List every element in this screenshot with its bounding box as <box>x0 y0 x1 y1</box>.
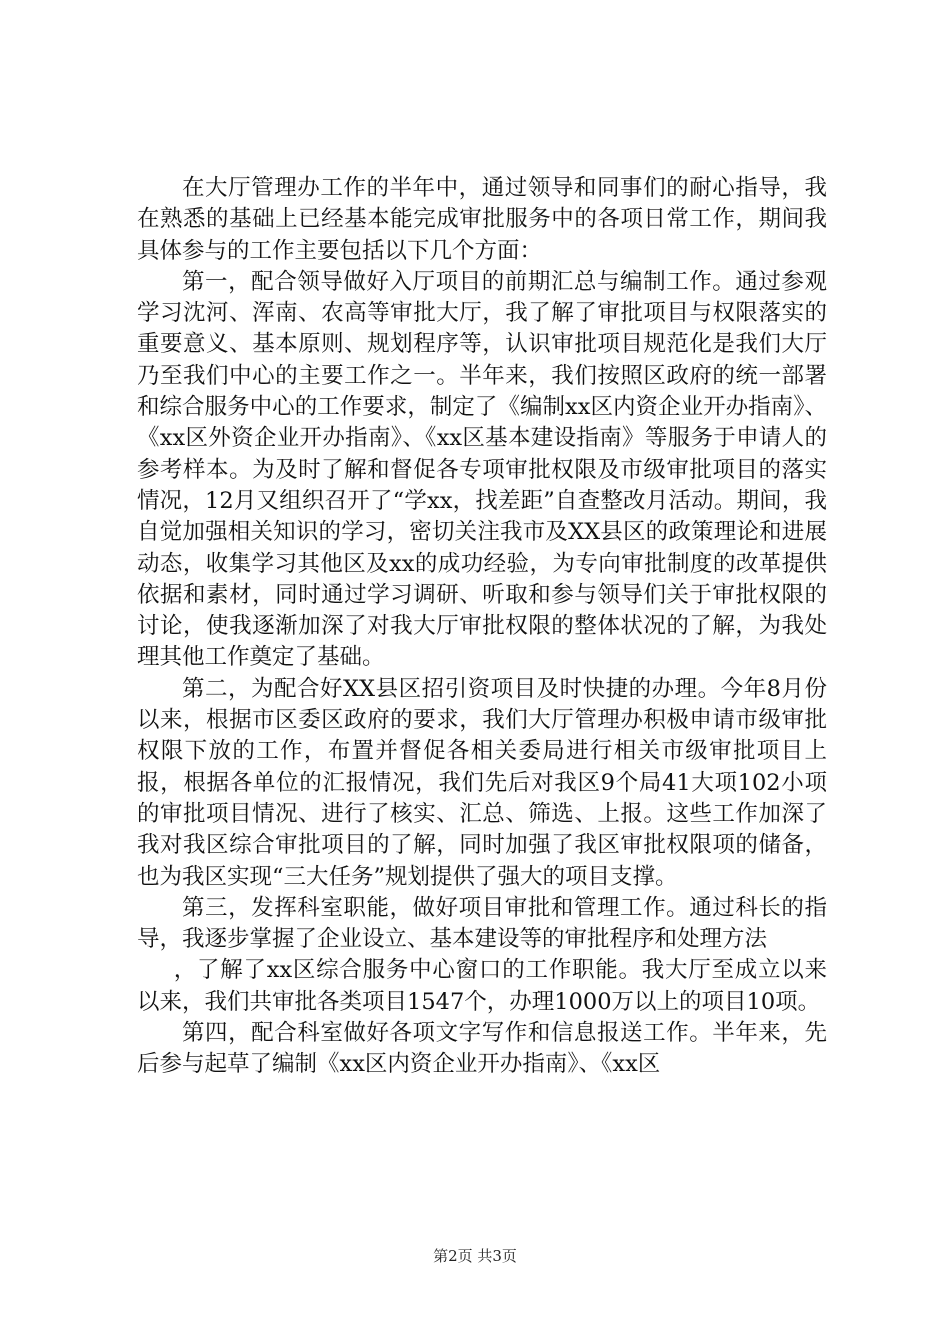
document-body <box>137 173 827 1081</box>
paragraph-intro: 在大厅管理办工作的半年中，通过领导和同事们的耐心指导，我在熟悉的基础上已经基本能完成审批服务中的各项日常工作，期间我具体参与的工作主要包括以下几个方面： <box>137 175 827 264</box>
page-number-footer: 第2页 共3页 <box>433 1247 517 1265</box>
paragraph-third: 第三，发挥科室职能，做好项目审批和管理工作。通过科长的指导，我逐步掌握了企业设立、基本建设等的审批程序和处理方法 <box>137 894 827 953</box>
paragraph-third-continued <box>137 955 827 1018</box>
paragraph-first: 第一，配合领导做好入厅项目的前期汇总与编制工作。通过参观学习沈河、浑南、农高等审批大厅，我了解了审批项目与权限落实的重要意义、基本原则、规划程序等，认识审批项目规范化是我们大厅乃至我们中心的主要工作之一。半年来，我们按照区政府的统一部署和综合服务中心的工作要求，制定了《编制xx区内资企业开办指南》、《xx区外资企业开办指南》、《xx区基本建设指南》等服务于申请人的参考样本。为及时了解和督促各专项审批权限及市级审批项目的落实情况，12月又组织召开了“学xx，找差距”自查整改月活动。期间，我自觉加强相关知识的学习，密切关注我市及XX县区的政策理论和进展动态，收集学习其他区及xx的成功经验，为专向审批制度的改革提供依据和素材，同时通过学习调研、听取和参与领导们关于审批权限的讨论，使我逐渐加深了对我大厅审批权限的整体状况的了解，为我处理其他工作奠定了基础。 <box>137 268 827 671</box>
paragraph-fourth: 第四，配合科室做好各项文字写作和信息报送工作。半年来，先后参与起草了编制《xx区内资企业开办指南》、《xx区 <box>137 1020 827 1078</box>
paragraph-third-continued-text: ，了解了xx区综合服务中心窗口的工作职能。我大厅至成立以来以来，我们共审批各类项目1547个，办理1000万以上的项目10项。 <box>137 957 827 1015</box>
paragraph-second: 第二，为配合好XX县区招引资项目及时快捷的办理。今年8月份以来，根据市区委区政府的要求，我们大厅管理办积极申请市级审批权限下放的工作，布置并督促各相关委局进行相关市级审批项目上报，根据各单位的汇报情况，我们先后对我区9个局41大项102小项的审批项目情况、进行了核实、汇总、筛选、上报。这些工作加深了我对我区综合审批项目的了解，同时加强了我区审批权限项的储备，也为我区实现“三大任务”规划提供了强大的项目支撑。 <box>137 675 827 890</box>
